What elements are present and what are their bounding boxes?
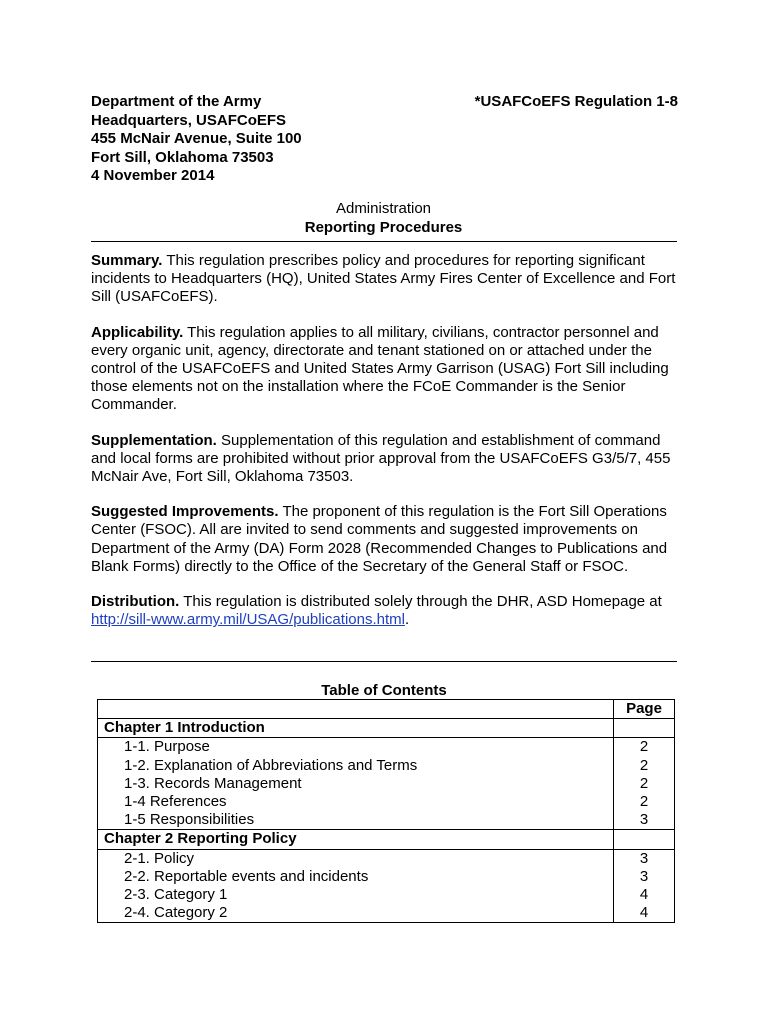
toc-page-header: Page [614,700,675,719]
toc-entry-page: 2 [614,757,675,775]
street-address-line: 455 McNair Avenue, Suite 100 [91,130,302,147]
toc-header-row [98,700,675,719]
summary-paragraph [91,252,686,307]
toc-entry-row [98,868,675,886]
toc-entry-page: 4 [614,886,675,904]
city-state-line: Fort Sill, Oklahoma 73503 [91,148,274,166]
toc-entry-row [98,775,675,793]
toc-entry-row [98,904,675,923]
chapter-1-title: Chapter 1 Introduction [98,719,614,738]
toc-chapter-row [98,719,675,738]
toc-entry-page: 2 [614,738,675,757]
applicability-paragraph [91,324,686,415]
toc-entry-page: 3 [614,811,675,830]
toc-entry-label: 1-2. Explanation of Abbreviations and Terms [98,757,614,775]
distribution-lead: Distribution. [91,593,180,611]
regulation-number: *USAFCoEFS Regulation 1-8 [474,93,678,110]
toc-entry-label: 1-1. Purpose [98,738,614,757]
summary-lead: Summary. [91,252,163,269]
top-divider [91,241,677,242]
publications-link[interactable]: http://sill-www.army.mil/USAG/publications.html [91,611,405,629]
toc-entry-label: 2-1. Policy [98,849,614,868]
table-of-contents [97,699,675,923]
subject-title: Reporting Procedures [304,218,463,236]
applicability-text: This regulation applies to all military, civilians, contractor personnel and every organic unit, agency, directorate and tenant stationed on or attached under the control of the USAFCoEFS and United States Army Garrison (USAG) Fort Sill including those elements not on the installation where the FCoE Commander is the Senior Commander. [91,323,669,414]
toc-entry-row [98,793,675,811]
toc-chapter-row [98,830,675,849]
supplementation-text: Supplementation of this regulation and establishment of command and local forms are prohibited without prior approval from the USAFCoEFS G3/5/7, 455 McNair Ave, Fort Sill, Oklahoma 73503. [91,431,671,486]
toc-entry-label: 2-4. Category 2 [98,904,614,923]
department-line: Department of the Army [91,93,262,110]
distribution-tail: . [404,611,410,629]
supplementation-paragraph [91,432,686,487]
toc-entry-label: 1-3. Records Management [98,775,614,793]
toc-entry-row [98,811,675,830]
distribution-text: This regulation is distributed solely through the DHR, ASD Homepage at [183,593,662,611]
subject-category: Administration [335,200,432,217]
toc-entry-row [98,886,675,904]
toc-header-blank [98,700,614,719]
chapter-2-page-cell [614,830,675,849]
applicability-lead: Applicability. [91,323,184,341]
summary-text: This regulation prescribes policy and procedures for reporting significant incidents to Headquarters (HQ), United States Army Fires Center of Excellence and Fort Sill (USAFCoEFS). [91,252,676,306]
toc-entry-page: 2 [614,793,675,811]
toc-entry-row [98,849,675,868]
toc-entry-label: 2-3. Category 1 [98,886,614,904]
toc-entry-page: 3 [614,868,675,886]
toc-entry-page: 4 [614,904,675,923]
chapter-2-title: Chapter 2 Reporting Policy [98,830,614,849]
toc-entry-label: 1-5 Responsibilities [98,811,614,830]
regulation-body [91,252,686,646]
improvements-paragraph [91,503,686,576]
toc-entry-label: 2-2. Reportable events and incidents [98,868,614,886]
issue-date: 4 November 2014 [91,167,215,184]
distribution-paragraph [91,593,686,629]
toc-entry-label: 1-4 References [98,793,614,811]
toc-divider [91,661,677,662]
toc-entry-row [98,757,675,775]
headquarters-line: Headquarters, USAFCoEFS [91,111,287,129]
issuing-office-block [91,93,302,186]
toc-title: Table of Contents [321,682,447,699]
subject-block [91,200,676,237]
toc-entry-row [98,738,675,757]
improvements-lead: Suggested Improvements. [91,503,279,521]
improvements-text: The proponent of this regulation is the Fort Sill Operations Center (FSOC). All are invited to send comments and suggested improvements on Department of the Army (DA) Form 2028 (Recommended Changes to Publications and Blank Forms) directly to the Office of the Secretary of the General Staff or FSOC. [91,503,668,575]
chapter-1-page-cell [614,719,675,738]
supplementation-lead: Supplementation. [91,431,217,449]
toc-entry-page: 3 [614,849,675,868]
toc-entry-page: 2 [614,775,675,793]
